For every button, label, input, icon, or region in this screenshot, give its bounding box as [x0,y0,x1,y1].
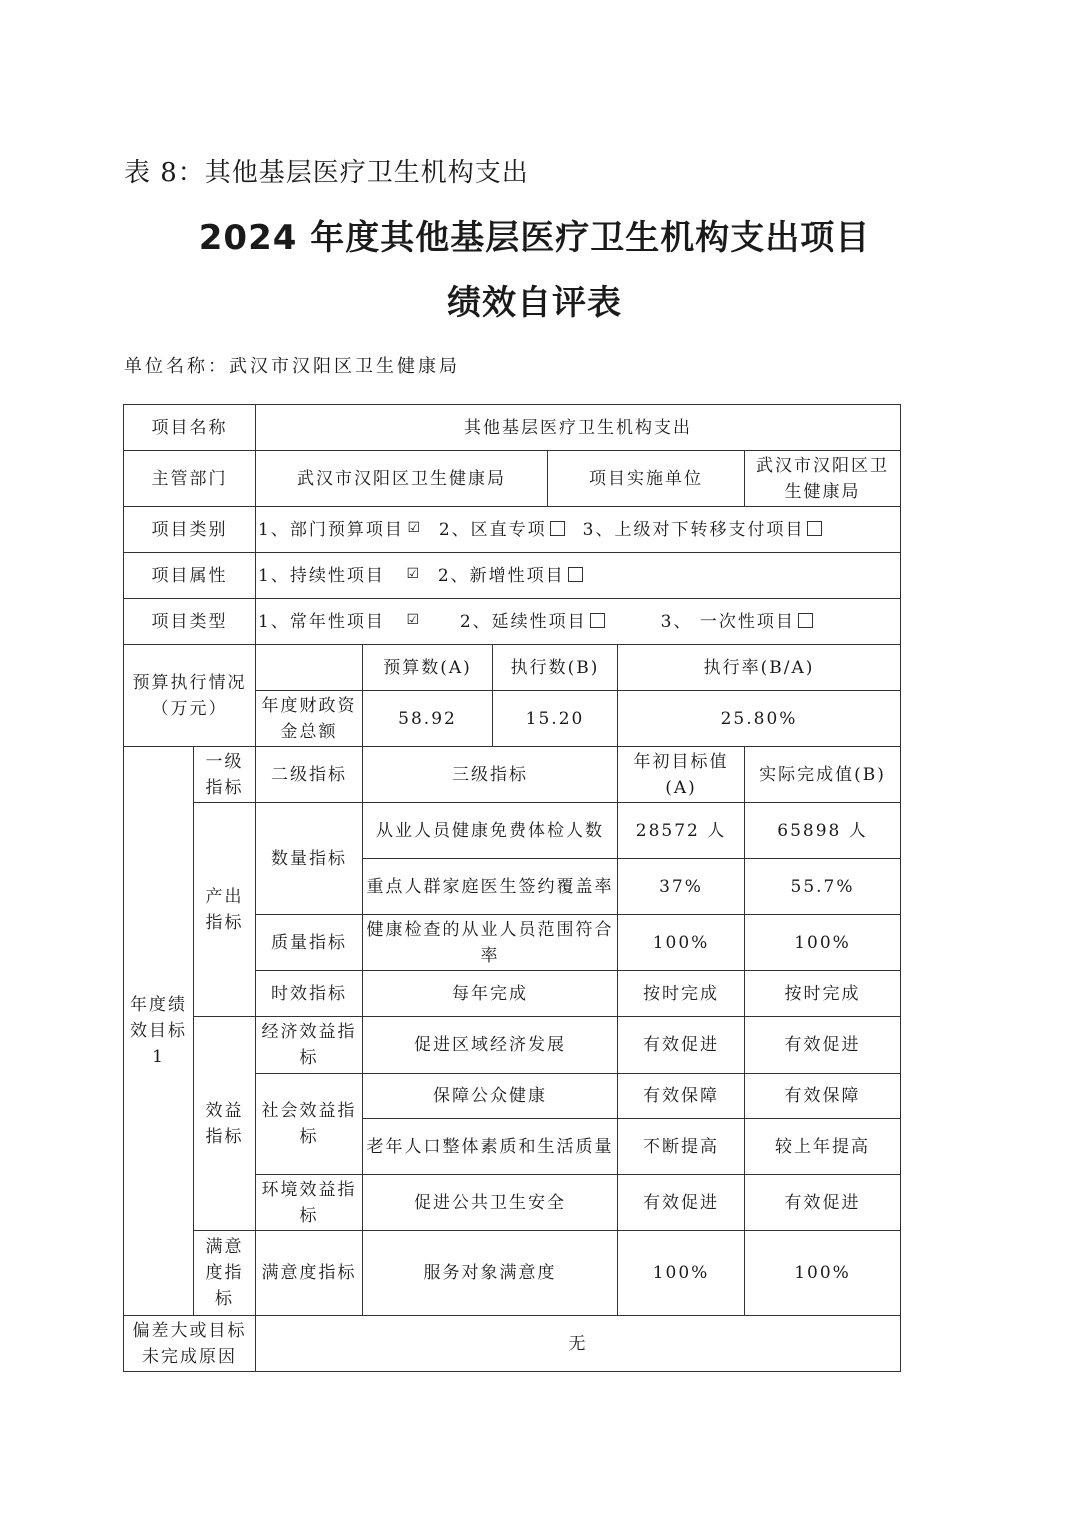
target-header: 年初目标值(A) [618,747,745,803]
level2-cell: 社会效益指标 [256,1074,363,1175]
checked-box-icon: ☑ [407,519,421,536]
actual-cell: 65898 人 [745,803,901,859]
evaluation-table [123,404,901,1372]
budget-col-rate: 执行率(B/A) [618,645,901,691]
budget-label: 预算执行情况（万元） [124,645,256,747]
level2-cell: 满意度指标 [256,1231,363,1316]
exec-value: 15.20 [493,691,618,747]
project-name-value: 其他基层医疗卫生机构支出 [256,405,901,451]
empty-box-icon [568,567,583,582]
category-label: 项目类别 [124,507,256,553]
target-cell: 100% [618,1231,745,1316]
dept-label: 主管部门 [124,451,256,507]
budget-col-b: 执行数(B) [493,645,618,691]
category-option-1: 1、部门预算项目 [258,519,404,540]
category-options [256,507,901,553]
level3-header: 三级指标 [363,747,618,803]
row-budget-header [124,645,901,691]
empty-box-icon [550,521,565,536]
level3-cell: 老年人口整体素质和生活质量 [363,1119,618,1175]
attribute-option-2: 2、新增性项目 [437,565,565,586]
type-option-2: 2、延续性项目 [459,611,587,632]
attribute-option-1: 1、持续性项目 [258,565,385,586]
level3-cell: 每年完成 [363,971,618,1017]
deviation-value: 无 [256,1316,901,1372]
type-options [256,599,901,645]
attribute-options [256,553,901,599]
annual-goal-label: 年度绩效目标1 [124,747,194,1316]
level2-cell: 经济效益指标 [256,1017,363,1074]
actual-cell: 100% [745,915,901,971]
target-cell: 有效促进 [618,1017,745,1074]
actual-cell: 100% [745,1231,901,1316]
actual-cell: 有效保障 [745,1074,901,1119]
attribute-label: 项目属性 [124,553,256,599]
category-option-3: 3、上级对下转移支付项目 [582,519,805,540]
level3-cell: 促进区域经济发展 [363,1017,618,1074]
category-option-2: 2、区直专项 [438,519,547,540]
target-cell: 28572 人 [618,803,745,859]
type-option-1: 1、常年性项目 [258,611,385,632]
type-option-3: 3、 一次性项目 [660,611,795,632]
level2-cell: 时效指标 [256,971,363,1017]
document-title-line1: 2024 年度其他基层医疗卫生机构支出项目 [198,218,871,258]
row-attribute [124,553,901,599]
actual-header: 实际完成值(B) [745,747,901,803]
rate-value: 25.80% [618,691,901,747]
budget-row-label: 年度财政资金总额 [256,691,363,747]
target-cell: 不断提高 [618,1119,745,1175]
actual-cell: 按时完成 [745,971,901,1017]
row-indicator-header [124,747,901,803]
budget-col-a: 预算数(A) [363,645,493,691]
level3-cell: 从业人员健康免费体检人数 [363,803,618,859]
empty-box-icon [807,521,822,536]
table-label: 表 8：其他基层医疗卫生机构支出 [124,158,529,188]
impl-unit-value: 武汉市汉阳区卫生健康局 [745,451,901,507]
row-project-name [124,405,901,451]
level3-cell: 促进公共卫生安全 [363,1175,618,1231]
budget-value: 58.92 [363,691,493,747]
benefit-indicator-label: 效益指标 [194,1017,256,1231]
checked-box-icon: ☑ [406,565,420,582]
target-cell: 有效保障 [618,1074,745,1119]
target-cell: 按时完成 [618,971,745,1017]
actual-cell: 有效促进 [745,1017,901,1074]
level2-cell: 环境效益指标 [256,1175,363,1231]
budget-blank-cell [256,645,363,691]
level1-header: 一级指标 [194,747,256,803]
row-department [124,451,901,507]
level2-cell: 质量指标 [256,915,363,971]
empty-box-icon [590,613,605,628]
unit-name-line: 单位名称：武汉市汉阳区卫生健康局 [124,356,460,377]
actual-cell: 有效促进 [745,1175,901,1231]
row-category [124,507,901,553]
level3-cell: 重点人群家庭医生签约覆盖率 [363,859,618,915]
table-row [124,1017,901,1074]
document-title-line2: 绩效自评表 [447,283,622,323]
row-type [124,599,901,645]
level2-header: 二级指标 [256,747,363,803]
dept-value: 武汉市汉阳区卫生健康局 [256,451,548,507]
target-cell: 37% [618,859,745,915]
target-cell: 100% [618,915,745,971]
checked-box-icon: ☑ [406,611,420,628]
table-row [124,1231,901,1316]
row-deviation [124,1316,901,1372]
project-name-label: 项目名称 [124,405,256,451]
satisfaction-indicator-label: 满意度指标 [194,1231,256,1316]
actual-cell: 55.7% [745,859,901,915]
impl-unit-label: 项目实施单位 [548,451,745,507]
actual-cell: 较上年提高 [745,1119,901,1175]
empty-box-icon [798,613,813,628]
level2-cell: 数量指标 [256,803,363,915]
type-label: 项目类型 [124,599,256,645]
level3-cell: 健康检查的从业人员范围符合率 [363,915,618,971]
target-cell: 有效促进 [618,1175,745,1231]
deviation-label: 偏差大或目标未完成原因 [124,1316,256,1372]
output-indicator-label: 产出指标 [194,803,256,1017]
level3-cell: 保障公众健康 [363,1074,618,1119]
level3-cell: 服务对象满意度 [363,1231,618,1316]
table-row [124,803,901,859]
